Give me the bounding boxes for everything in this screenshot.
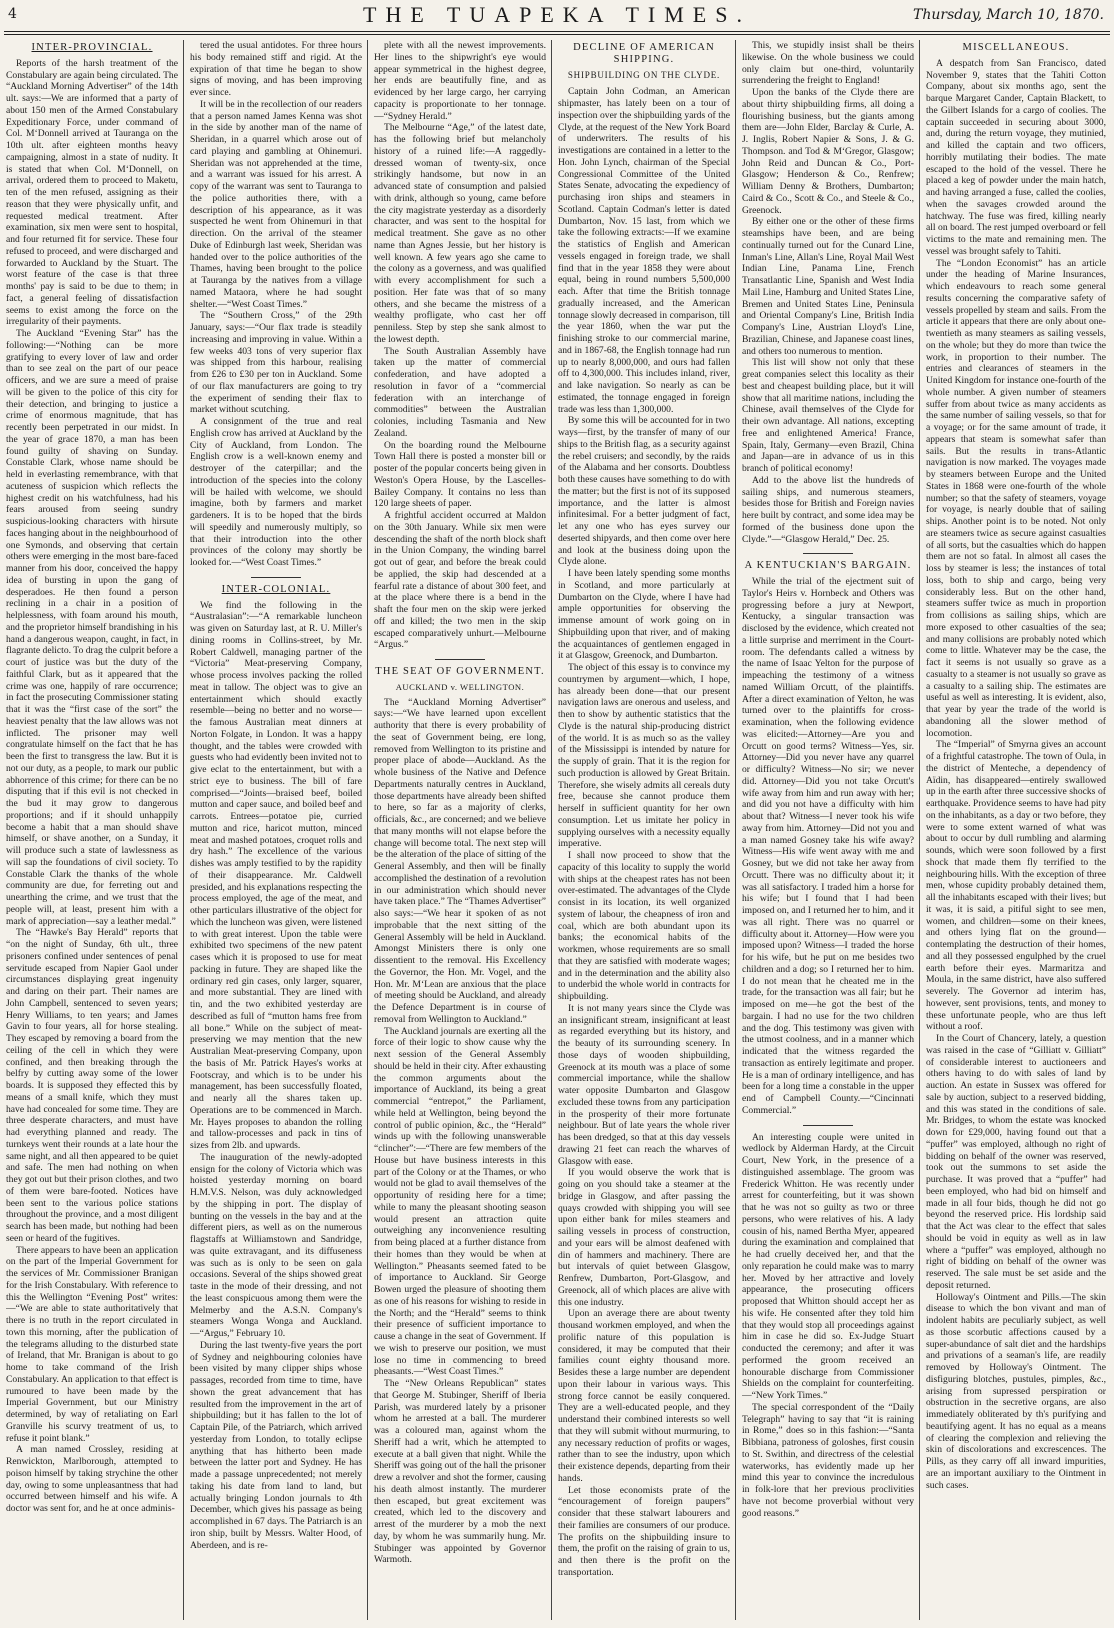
article-paragraph: Reports of the harsh treatment of the Constabulary are again being circulated. The “Auckland Morning Advertiser” of the 14th ult. says:—We are informed that a party of about 150 men of the Armed Constabulary Expeditionary Force, under command of Col. M‘Donnell arrived at Tauranga on the 10th ult. after eighteen months heavy campaigning, almost in a state of nudity. It is stated that when Col. M‘Donnell, on arrival, ordered them to proceed to Maketu, ten of the men refused, assigning as their reason that they were physically unfit, and requested medical treatment. After examination, six men were sent to hospital, and four returned fit for service. These four refused to proceed, and were discharged and forwarded to Auckland by the Stuart. The worst feature of the case is that three months' pay is said to be due to them; in fact, a general feeling of dissatisfaction seems to exist among the force on the irregularity of their payments. bbox=[6, 57, 178, 328]
article-paragraph: A despatch from San Francisco, dated November 9, states that the Tahiti Cotton Company, about six months ago, sent the barque Margaret Cander, Captain Blackett, to the Gilbert Islands for a cargo of coolies. The captain succeeded in securing about 3000, and, during the return voyage, they mutinied, and killed the captain and two officers, horribly mutilating their bodies. The mate escaped to the hold of the vessel. There he placed a keg of powder under the main hatch, and having arranged a fuse, called the coolies, when the savages crowded around the hatchway. The fuse was fired, killing nearly all on board. The rest jumped overboard or fell victims to the mate and remaining men. The vessel was brought safely to Tahiti. bbox=[926, 57, 1106, 257]
article-paragraph: I have been lately spending some months in Scotland, and more particularly at Dumbarton on the Clyde, where I have had ample opportunities for observing the immense amount of work going on in Shipbuilding upon that river, and of making the acquaintances of gentlemen engaged in it at Glasgow, Greenock, and Dumbarton. bbox=[558, 568, 730, 662]
column-2 bbox=[190, 40, 362, 1622]
article-paragraph: On the boarding round the Melbourne Town Hall there is posted a monster bill or poster of the popular concerts being given in Weston's Opera House, by the Lascelles-Bailey Company. It contains no less than 120 large sheets of paper. bbox=[374, 439, 546, 510]
article-paragraph: The object of this essay is to convince my countrymen by argument—which, I hope, has already been done—that our present navigation laws are onerous and useless, and then to show by authentic statistics that the Clyde is the natural ship-producing district of the world. It is as much so as the valley of the Mississippi is intended by nature for the supply of grain. That it is the region for such production is allowed by Great Britain. Therefore, she wisely admits all cereals duty free, because she cannot produce them herself in sufficient quantity for her own consumption. Let us imitate her policy in supplying ourselves with a necessity equally imperative. bbox=[558, 662, 730, 850]
column-divider bbox=[183, 40, 184, 1620]
article-paragraph: The “Hawke's Bay Herald” reports that “on the night of Sunday, 6th ult., three prisoners confined under sentences of penal servitude escaped from Napier Gaol under circumstances displaying great ingenuity and daring on their part. Their names are John Campbell, sentenced to seven years; Henry Williams, to ten years; and James Gavin to four years, all for horse stealing. They escaped by removing a board from the ceiling of the cell in which they were confined, and then breaking through the belfry by cutting away some of the lower boards. It is supposed they effected this by means of a small knife, which they must have had concealed for some time. They are three desperate characters, and must have had everything planned and ready. The turnkeys went their rounds at a late hour the same night, and all then appeared to be quiet and safe. The men had nothing on when they got out but their prison clothes, and two of them were bare-footed. Notices have been sent to the various police stations throughout the province, and a most diligent search has been made, but nothing had been seen or heard of the fugitives. bbox=[6, 927, 178, 1244]
section-heading: THE SEAT OF GOVERNMENT. bbox=[375, 666, 545, 677]
article-paragraph: Captain John Codman, an American shipmaster, has lately been on a tour of inspection over the shipbuilding yards of the Clyde, at the request of the New York Board of underwriters. The results of his investigations are contained in a letter to the Hon. John Lynch, chairman of the Special Congressional Committee of the United States Senate, advocating the expediency of purchasing iron ships and steamers in Scotland. Captain Codman's letter is dated Dumbarton, Nov. 15 last, from which we take the following extracts:—If we examine the statistics of English and American vessels engaged in foreign trade, we shall find that in the year 1858 they were about equal, being in round numbers 5,500,000 each. After that time the British tonnage gradually increased, and the American tonnage slowly decreased in comparison, till the year 1860, when the war put the finishing stroke to our commercial marine, and in 1867-68, the English tonnage had run up to nearly 8,000,000, and ours had fallen off to 4,300,000. This includes inland, river, and lake navigation. So nearly as can be estimated, the tonnage engaged in foreign trade was less than 1,300,000. bbox=[558, 86, 730, 415]
article-paragraph: A man named Crossley, residing at Renwickton, Marlborough, attempted to poison himself by taking strychine the other day, owing to some unpleasantness that had occurred between himself and his wife. A doctor was sent for, and he at once adminis- bbox=[6, 1444, 178, 1514]
article-paragraph: The “New Orleans Republican” states that George M. Stubinger, Sheriff of Iberia Parish, was murdered lately by a prisoner whom he arrested at a ball. The murderer was a coloured man, against whom the Sheriff had a writ, which he attempted to execute at a ball given that night. While the Sheriff was going out of the hall the prisoner drew a revolver and shot the former, causing his death almost instantly. The murderer then escaped, but great excitement was created, which led to the discovery and arrest of the murderer by a mob the next day, by whom he was summarily hung. Mr. Stubinger was appointed by Governor Warmoth. bbox=[374, 1378, 546, 1566]
section-subheading: SHIPBUILDING ON THE CLYDE. bbox=[567, 69, 721, 80]
article-paragraph: During the last twenty-five years the port of Sydney and neighbouring colonies have been visited by many clipper ships whose passages, recorded from time to time, have shown the great advancement that has resulted from the improvement in the art of shipbuilding; but it has fallen to the lot of Captain Pile, of the Patriarch, which arrived yesterday from London, to totally eclipse anything that has hitherto been made between the latter port and Sydney. He has made a passage unprecedented; not merely taking his date from land to land, but actually bringing London journals to 4th December, which gives his passage as being accomplished in 67 days. The Patriarch is an iron ship, built by Messrs. Walter Hood, of Aberdeen, and is re- bbox=[190, 1339, 362, 1551]
article-paragraph: This, we stupidly insist shall be theirs likewise. On the whole business we could only claim but one-third, voluntarily surrendering the freight to England! bbox=[742, 40, 914, 87]
article-paragraph: The “Imperial” of Smyrna gives an account of a frightful catastrophe. The town of Oula, in the district of Menteche, a dependency of Aïdin, has disappeared—entirely swallowed up in the earth after three successive shocks of earthquake. Providence seems to have had pity on the inhabitants, as a day or two before, they were to some extent warned of what was about to occur by dull rumbling and alarming sounds, which were soon followed by a first shock that made them fly terrified to the neighbouring hills. With the exception of three men, whose cupidity probably detained them, all the inhabitants escaped with their lives; but it was, it is said, a pitiful sight to see men, women, and children—some on their knees, and others lying flat on the ground—contemplating the destruction of their homes, and all they possessed engulphed by the cruel earth before their eyes. Marmaritza and Moula, in the same district, have also suffered severely. The Governor ad interim has, however, sent provisions, tents, and money to these unfortunate people, who are thus left without a roof. bbox=[926, 739, 1106, 1033]
section-subheading: AUCKLAND v. WELLINGTON. bbox=[395, 681, 525, 692]
article-separator bbox=[803, 1125, 853, 1126]
column-3 bbox=[374, 40, 546, 1622]
article-paragraph: The special correspondent of the “Daily Telegraph” having to say that “it is raining in Rome,” does so in this fashion:—“Santa Bibbiana, patroness of goloshes, first cousin to St. Swithin, and directress of the celestial waterworks, has evidently made up her mind this year to convince the incredulous in folk-lore that her previous proclivities have not become proverbial without very good reasons.” bbox=[742, 1401, 914, 1519]
article-paragraph: Holloway's Ointment and Pills.—The skin disease to which the bon vivant and man of indolent habits are peculiarly subject, as well as those scorbutic affections caused by a super-abundance of salt diet and the hardships and privations of a seaman's life, are readily removed by Holloway's Ointment. The disfiguring blotches, pustules, pimples, &c., arising from supressed perspiration or obstruction in the secretive organs, are also immediately obliterated by th's purifying and beautifying agent. It has no equal as a means of clearing the complexion and relieving the skin of discolorations and excrescences. The Pills, as they carry off all inward impurities, are an important auxiliary to the Ointment in such cases. bbox=[926, 1291, 1106, 1491]
newspaper-title: THE TUAPEKA TIMES. bbox=[363, 2, 751, 27]
column-divider bbox=[367, 40, 368, 1620]
article-paragraph: I shall now proceed to show that the capacity of this locality to supply the world with ships at the cheapest rates has not been over-estimated. The advantages of the Clyde consist in its location, its well organized system of labour, the cheapness of iron and coal, which are both abundant upon its banks; the economical habits of the workmen, whose requirements are so small that they are satisfied with moderate wages; and in the determination and the ability also to underbid the whole world in contracts for shipbuilding. bbox=[558, 850, 730, 1002]
page-number: 4 bbox=[8, 6, 17, 22]
article-paragraph: By either one or the other of these firms steamships have been, and are being continually turned out for the Cunard Line, Inman's Line, Allan's Line, Royal Mail West Indian Line, Panama Line, French Transatlantic Line, Spanish and West India Mail Line, Hamburg and United States Line, Bremen and United States Line, Peninsula and Oriental Company's Line, British India Company's Line, Austrian Lloyd's Line, Brazilian, Chinese, and Japanese coast lines, and others too numerous to mention. bbox=[742, 216, 914, 357]
section-heading: A KENTUCKIAN'S BARGAIN. bbox=[744, 560, 912, 572]
article-paragraph: The inauguration of the newly-adopted ensign for the colony of Victoria which was hoisted yesterday morning on board H.M.V.S. Nelson, was duly acknowledged by the shipping in port. The display of bunting on the vessels in the bay and at the different piers, as well as on the numerous flagstaffs at Williamstown and Sandridge, was quite extravagant, and its diffuseness was such as is only to be seen on gala occasions. Several of the ships showed great taste in the mode of their dressing, and not the least conspicuous among them were the Melmerby and the A.S.N. Company's steamers Wonga Wonga and Auckland.—“Argus,” February 10. bbox=[190, 1151, 362, 1339]
section-heading: DECLINE OF AMERICAN SHIPPING. bbox=[573, 42, 715, 65]
article-paragraph: The “Auckland Morning Advertiser” says:—“We have learned upon excellent authority that there is every probability of the seat of Government being, ere long, removed from Wellington to its pristine and proper place of abode—Auckland. As the whole business of the Native and Defence Departments naturally centres in Auckland, those departments have already been shifted to here, so far as a majority of clerks, officials, &c., are concerned; and we believe that many months will not elapse before the change will become total. The next step will be the alteration of the place of sitting of the General Assembly, and then will be finally accomplished the destination of a revolution in our administration which should never have taken place.” The “Thames Advertiser” also says:—“We hear it spoken of as not improbable that the next sitting of the General Assembly will be held in Auckland. Amongst Ministers there is only one dissentient to the removal. His Excellency the Governor, the Hon. Mr. Vogel, and the Hon. Mr. M‘Lean are anxious that the place of meeting should be Auckland, and already the Defence Department is in course of removal from Wellington to Auckland.” bbox=[374, 696, 546, 1025]
column-divider bbox=[735, 40, 736, 1620]
article-paragraph: plete with all the newest improvements. Her lines to the shipwright's eye would appear symmetrical in the highest degree, her ends are beautifully fine, and as evidenced by her large cargo, her carrying capacity is proportionate to her tonnage.—“Sydney Herald.” bbox=[374, 40, 546, 122]
article-paragraph: The South Australian Assembly have taken up the matter of commercial confederation, and have adopted a resolution in favor of a “commercial federation with an interchange of commodities” between the Australian colonies, including Tasmania and New Zealand. bbox=[374, 345, 546, 439]
article-paragraph: We find the following in the “Australasian”:—“A remarkable luncheon was given on Saturday last, at R. U. Miller's dining rooms in Collins-street, by Mr. Robert Caldwell, managing partner of the “Victoria” Meat-preserving Company, whose process involves packing the rolled meat in tallow. The object was to give an entertainment which should exactly resemble—being no better and no worse—the famous Australian meat dinners at Norton Folgate, in London. It was a happy thought, and the tables were crowded with guests who had evidently been invited not to give eclat to the entertainment, but with a strict eye to business. The bill of fare comprised—“Joints—braised beef, boiled mutton and caper sauce, and boiled beef and carrots. Entrees—potatoe pie, curried mutton and rice, haricot mutton, minced meat and mashed potatoes, croquet rolls and dry hash.” The excellence of the various dishes was amply testified to by the rapidity of their disappearance. Mr. Caldwell presided, and his explanations respecting the process employed, the age of the meat, and other particulars illustrative of the object for which the luncheon was given, were listened to with great interest. Upon the table were exhibited two specimens of the new patent cases which it is proposed to use for meat packing in future. They are shaped like the ordinary red gin cases, only larger, squarer, and more substantial. They are lined with tin, and the two exhibited yesterday are described as full of “mutton hams free from all bone.” While on the subject of meat-preserving we may mention that the new Australian Meat-preserving Company, upon the basis of Mr. Patrick Hayes's works at Footscray, and which is to be under his management, has been successfully floated, and nearly all the shares taken up. Operations are to be commenced in March. Mr. Hayes proposes to abandon the rolling and tallow-processes and pack in tins of sizes from 2lb. and upwards. bbox=[190, 599, 362, 1151]
article-separator bbox=[435, 659, 485, 660]
article-paragraph: The Auckland “Evening Star” has the following:—“Nothing can be more gratifying to every lover of law and order than to see zeal on the part of our peace officers, and we are sure a meed of praise will be given to the police of this city for their detection, and bringing to justice a crime of enormous magnitude, that has recently been perpetrated in our midst. In the year of grace 1870, a man has been found guilty of shaving on Sunday. Constable Clark, whose name should be held in everlasting remembrance, with that acuteness of suspicion which reflects the highest credit on his watchfulness, had his fears aroused from seeing sundry suspicious-looking characters with hirsute faces hanging about in the neighbourhood of one Symonds, and observing that certain others were emerging in the most bare-faced manner from his door, conceived the happy idea of bursting in upon the gang of desperadoes. He then found a person reclining in a chair in a position of helplessness, with foam around his mouth, and the proprietor himself brandishing in his hand a dangerous weapon, caught, in fact, in flagrante delicto. To drag the culprit before a court of justice was but the duty of the faithful Clark, but as it appeared that the crime was one, happily of rare occurrence; in fact the prosecuting Commissioner stating that it was the “first case of the sort” the heaviest penalty that the law allows was not inflicted. The prisoner may well congratulate himself on the fact that he has been the first to transgress the law. But it is not our duty, as a people, to mark our public abhorrence of this crime; for there can be no disputing that if this evil is not checked in the bud it may grow to dangerous proportions; and if it should unhappily become a habit that a man should shave himself, or shave another, on a Sunday, it will produce such a state of lawlessness as will sap the foundations of civil society. To Constable Clark the thanks of the whole community are due, for ferreting out and unearthing the crime, and we trust that the people will, at least, present him with a mark of appreciation—say a leather medal.” bbox=[6, 328, 178, 927]
issue-date: Thursday, March 10, 1870. bbox=[913, 7, 1104, 23]
masthead-rule bbox=[4, 31, 1110, 32]
article-paragraph: If you would observe the work that is going on you should take a steamer at the bridge in Glasgow, and after passing the quays crowded with shipping you will see upon either bank for miles steamers and sailing vessels in process of construction, and your ears will be almost deafened with din of hammers and machinery. There are but intervals of quiet between Glasgow, Renfrew, Dumbarton, Port-Glasgow, and Greenock, all of which places are alive with this one industry. bbox=[558, 1167, 730, 1308]
article-paragraph: In the Court of Chancery, lately, a question was raised in the case of “Gilliatt v. Gilliatt” of considerable interest to auctioneers and others having to do with sales of land by auction. An estate in Sussex was offered for sale by auction, subject to a reserved bidding, and this was stated in the conditions of sale. Mr. Bridges, to whom the estate was knocked down for £29,000, having found out that a “puffer” was employed, although no right of bidding on behalf of the owner was reserved, took out the summons to set aside the purchase. It was proved that a “puffer” had been employed, who had bid on himself and made in all four bids, though he did not go beyond the reserved price. His lordship said that the Act was clear to the effect that sales should be void in equity as well as in law where a “puffer” was employed, although no right of bidding on behalf of the owner was reserved. The sale must be set aside and the deposit returned. bbox=[926, 1033, 1106, 1291]
article-paragraph: By some this will be accounted for in two ways—first, by the transfer of many of our ships to the British flag, as a security against the rebel cruisers; and secondly, by the raids of the Alabama and her consorts. Doubtless both these causes have something to do with the matter; but the first is not of its supposed importance, and the latter is almost infinitesimal. For a better judgment of fact, let any one who has eyes survey our deserted shipyards, and then come over here and look at the business doing upon the Clyde alone. bbox=[558, 415, 730, 568]
column-4 bbox=[558, 40, 730, 1622]
column-1 bbox=[6, 40, 178, 1622]
article-paragraph: While the trial of the ejectment suit of Taylor's Heirs v. Hornbeck and Others was progressing before a jury at Newport, Kentucky, a singular transaction was disclosed by the evidence, which created not a little surprise and merriment in the Court-room. The defendants called a witness by the name of Isaac Yelton for the purpose of impeaching the testimony of a witness named William Orcutt, of the plaintiffs. After a direct examination of Yelton, he was turned over to the plaintiffs for cross-examination, when the following evidence was elicited:—Attorney—Are you and Orcutt on good terms? Witness—Yes, sir. Attorney—Did you never have any quarrel or difficulty? Witness—No sir; we never did. Attorney—Did you not take Orcutt's wife away from him and run away with her; and did you not have a difficulty with him about that? Witness—I never took his wife away from him. Attorney—Did not you and a man named Gosney take his wife away? Witness—His wife went away with me and Gosney, but we did not take her away from Orcutt. There was no difficulty about it; it was all satisfactory. I traded him a horse for his wife; but I found that I had been imposed on, and I returned her to him, and it was all right. There was no quarrel or difficulty about it. Attorney—How were you imposed upon? Witness—I traded the horse for his wife, but he put on me besides two children and a dog; so I returned her to him. I do not mean that he cheated me in the trade, for the transaction was all fair; but he imposed on me—he got the best of the bargain. I had no use for the two children and the dog. This testimony was given with the utmost coolness, and in a manner which indicated that the witness regarded the transaction as entirely legitimate and proper. He is a man of ordinary intelligence, and has been for a long time a constable in the upper end of Campbell County.—“Cincinnati Commercial.” bbox=[742, 576, 914, 1116]
article-paragraph: Add to the above list the hundreds of sailing ships, and numerous steamers, besides those for British and Foreign navies here built by contract, and some idea may be formed of the business done upon the Clyde.”—“Glasgow Herald,” Dec. 25. bbox=[742, 474, 914, 545]
article-paragraph: A frightful accident occurred at Maldon on the 30th January. While six men were descending the shaft of the north block shaft in the Union Company, the winding barrel got out of gear, and before the break could be applied, the skip had descended at a fearful rate a distance of about 300 feet, and at the place where there is a bend in the shaft the four men on the skip were jerked off and killed; the two men in the skip escaped comparatively unhurt.—Melbourne “Argus.” bbox=[374, 510, 546, 651]
article-separator bbox=[251, 577, 301, 578]
section-heading: INTER-PROVINCIAL. bbox=[31, 42, 153, 53]
article-paragraph: The “London Economist” has an article under the heading of Marine Insurances, which endeavours to reach some general results concerning the comparative safety of vessels propelled by steam and sails. From the article it appears that there are only about one-twentieth as many steamers as sailing vessels, on the whole; but they do more than twice the work, in proportion to their number. The entries and clearances of steamers in the United Kingdom for instance one-fourth of the whole number. A given number of steamers suffer from about twice as many accidents as the same number of sailing vessels, so that for a voyage; or for the same amount of trade, it appears that steam is somewhat safer than sails. But the results in trans-Atlantic navigation is now marked. The voyages made by steamers between Europe and the United States in 1868 were one-fourth of the whole number; so that the safety of steamers, voyage for voyage, is nearly double that of sailing ships. Another point is to be noted. Not only are steamers twice as secure against casualties of all sorts, but the casualties which do happen them are not so fatal. In almost all cases the loss by steamer is less; the instances of total loss, both to ship and cargo, being very considerably less. But on the other hand, steamers suffer twice as much in proportion from collisions as sailing ships, which are more exposed to other casualties of the sea; and many collisions are probably noted which come to little. Whatever may be the case, the fact it seems is not usually so grave as a casualty to a steamer is not usually so grave as a casualty to a sailing ship. The estimates are useful as well as interesting. It is evident, also, that year by year the trade of the world is abandoning all the slower method of locomotion. bbox=[926, 257, 1106, 739]
column-6 bbox=[926, 40, 1106, 1622]
column-divider bbox=[919, 40, 920, 1620]
article-paragraph: The “Southern Cross,” of the 29th January, says:—“Our flax trade is steadily increasing and improving in value. Within a few weeks 403 tons of very superior flax was shipped from this harbour, realising from £26 to £30 per ton in Auckland. Some of our flax manufacturers are going to try the experiment of sending their flax to market without scutching. bbox=[190, 310, 362, 416]
article-paragraph: Let those economists prate of the “encouragement of foreign paupers” consider that these stalwart labourers and their families are consumers of our produce. The profits on the shipbuilding insure to them, the profit on the raising of grain to us, and then there is the profit on the transportation. bbox=[558, 1484, 730, 1578]
article-paragraph: It is not many years since the Clyde was an insignificant stream, insignificant at least as regarded everything but its history, and the beauty of its surrounding scenery. In those days of wooden shipbuilding, Greenock at its mouth was a place of some commercial importance, while the shallow water opposite Dumbarton and Glasgow excluded these towns from any participation in the prosperity of their more fortunate neighbour. But of late years the whole river has been dredged, so that at this day vessels drawing 21 feet can reach the wharves of Glasgow with ease. bbox=[558, 1002, 730, 1167]
column-divider bbox=[551, 40, 552, 1620]
masthead-rule-lower bbox=[4, 34, 1110, 35]
article-paragraph: It will be in the recollection of our readers that a person named James Kenna was shot in the side by another man of the name of Sheridan, in a quarrel which arose out of card playing and gambling at Ohinemuri. Sheridan was not apprehended at the time, and a warrant was issued for his arrest. A copy of the warrant was sent to Tauranga to the police authorities there, with a description of his appearance, as it was suspected he went from Ohinemuri in that direction. On the arrival of the steamer Duke of Edinburgh last week, Sheridan was handed over to the police authorities of the Thames, having been brought to the police at Tauranga by the natives from a village named Mataora, where he had sought shelter.—“West Coast Times.” bbox=[190, 98, 362, 310]
article-paragraph: This list will show not only that these great companies select this locality as their best and cheapest building place, but it will show that all maritime nations, including the Chinese, avail themselves of the Clyde for their own advantage. All nations, excepting free and enlightened America! France, Spain, Italy, Germany—even Brazil, China and Japan—are in advance of us in this branch of political economy! bbox=[742, 357, 914, 474]
article-paragraph: Upon the banks of the Clyde there are about thirty shipbuilding firms, all doing a flourishing business, but the giants among them are—John Elder, Barclay & Curle, A. J. Inglis, Robert Napier & Sons, J. & G. Thompson. and Tod & M‘Gregor, Glasgow; John Reid and Duncan & Co., Port-Glasgow; Henderson & Co., Renfrew; William Denny & Brothers, Dumbarton; Caird & Co., Scott & Co., and Steele & Co., Greenock. bbox=[742, 87, 914, 216]
section-heading: MISCELLANEOUS. bbox=[962, 42, 1070, 53]
article-paragraph: The Melbourne “Age,” of the latest date, has the following brief but melancholy history of a ruined life:—A raggedly-dressed woman of twenty-six, once strikingly handsome, but now in an advanced state of consumption and palsied with drink, although so young, came before the city magistrate yesterday as a disorderly character, and was sent to the hospital for medical treatment. She gave as no other name than Agnes Jessie, but her history is well known. A few years ago she came to the colony as a governess, and was qualified with every accomplishment for such a position. Her fate was that of so many others, and she became the mistress of a wealthy profligate, who cast her off penniless. Step by step she sank almost to the lowest depth. bbox=[374, 122, 546, 345]
article-separator bbox=[803, 553, 853, 554]
article-paragraph: tered the usual antidotes. For three hours his body remained stiff and rigid. At the expiration of that time he began to show signs of moving, and has been improving ever since. bbox=[190, 40, 362, 98]
article-paragraph: A consignment of the true and real English crow has arrived at Auckland by the City of Auckland, from London. The English crow is a well-known enemy and destroyer of the caterpillar; and the introduction of the species into the colony will be hailed with welcome, we should imagine, both by farmers and market gardeners. It is to be hoped that the birds will speedily and numerously multiply, so that their introduction into the other provinces of the colony may shortly be looked for.—“West Coast Times.” bbox=[190, 416, 362, 568]
article-paragraph: An interesting couple were united in wedlock by Alderman Hardy, at the Circuit Court, New York, in the presence of a distinguished assemblage. The groom was Frederick Whitton. He was recently under arrest for counterfeiting, but it was shown that he was not so guilty as two or three persons, who were relatives of his. A lady cousin of his, named Bertha Myer, appeared during the examination and complained that he had cruelly deceived her, and that the only reparation he could make was to marry her. Moved by her attractive and lovely appearance, the prosecuting officers proposed that Whitton should accept her as his wife. He consented after they told him that they would stop all proceedings against him in case he did so. Ex-Judge Stuart conducted the ceremony; and after it was performed the groom received an honourable discharge from Commissioner Shields on the complaint for counterfeiting.—“New York Times.” bbox=[742, 1131, 914, 1401]
article-paragraph: The Auckland journals are exerting all the force of their logic to show cause why the next session of the General Assembly should be held in their city. After exhausting the common arguments about the importance of Auckland, its being a great commercial “entrepot,” the Parliament, while held at Wellington, being beyond the control of public opinion, &c., the “Herald” winds up with the following unanswerable “clincher”:—“There are few members of the House but have business interests in this part of the Colony or at the Thames, or who would not be glad to avail themselves of the opportunity of residing here for a time; while to many the pleasant shooting season would present an attraction quite outweighing any inconvenience resulting from being placed at a further distance from their homes than they would be when at Wellington.” Pheasants seemed fated to be of importance to Auckland. Sir George Bowen urged the pleasure of shooting them as one of his reasons for wishing to reside in the North; and the “Herald” seems to think their presence of sufficient importance to cause a change in the seat of Government. If we wish to preserve our position, we must lose no time in commencing to breed pheasants.—“West Coast Times.” bbox=[374, 1025, 546, 1378]
article-paragraph: Upon an average there are about twenty thousand workmen employed, and when the prolific nature of this population is considered, it may be computed that their families count eighty thousand more. Besides these a large number are dependent upon their labour in various ways. This strong force cannot be easily conquered. They are a well-educated people, and they understand their combined interests so well that they will submit without murmuring, to any necessary reduction of profits or wages, rather than to see the industry, upon which their existence depends, departing from their hands. bbox=[558, 1308, 730, 1484]
column-5 bbox=[742, 40, 914, 1622]
masthead bbox=[0, 0, 1114, 30]
section-heading: INTER-COLONIAL. bbox=[221, 583, 331, 595]
article-paragraph: There appears to have been an application on the part of the Imperial Government for the services of Mr. Commissioner Branigan for the Irish Constabulary. With reference to this the Wellington “Evening Post” writes:—“We are able to state authoritatively that there is no truth in the report circulated in town this morning, after the publication of the telegrams alluding to the disturbed state of Ireland, that Mr. Branigan is about to go home to take command of the Irish Constabulary. An application to that effect is rumoured to have been made by the Imperial Government, but our Ministry determined, by way of retaliating on Earl Granville his scurvy treatment of us, to refuse it point blank.” bbox=[6, 1244, 178, 1444]
